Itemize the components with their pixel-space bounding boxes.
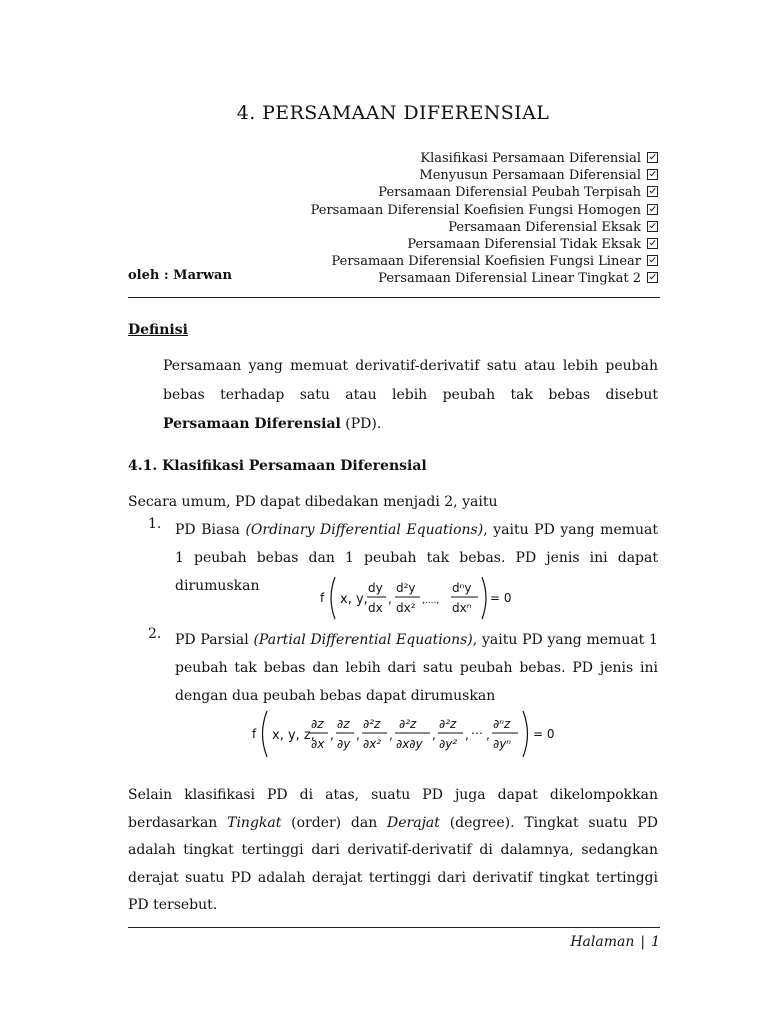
definition-heading: Definisi <box>128 322 188 338</box>
checkbox-icon <box>647 152 658 163</box>
svg-text:x, y,: x, y, <box>340 592 368 607</box>
toc-item: Persamaan Diferensial Peubah Terpisah <box>311 184 658 201</box>
svg-text:dⁿy: dⁿy <box>452 581 472 595</box>
checkbox-icon <box>647 238 658 249</box>
svg-text:∂ⁿz: ∂ⁿz <box>493 717 511 731</box>
checkbox-icon <box>647 204 658 215</box>
svg-text:∂z: ∂z <box>311 717 324 731</box>
term-tingkat: Tingkat <box>227 814 282 831</box>
checkbox-icon <box>647 221 658 232</box>
svg-text:,: , <box>432 728 436 742</box>
list-number: 2. <box>148 626 162 642</box>
definition-paragraph: Persamaan yang memuat derivatif-derivatif satu atau lebih peubah bebas terhadap satu atau lebih peubah tak bebas disebut Persamaan Diferensial (PD). <box>163 358 658 432</box>
toc-item: Persamaan Diferensial Tidak Eksak <box>311 236 658 253</box>
checkbox-icon <box>647 272 658 283</box>
svg-text:dxⁿ: dxⁿ <box>452 601 472 615</box>
svg-text:f: f <box>320 591 325 605</box>
svg-text:= 0: = 0 <box>533 727 555 741</box>
svg-text:∂y: ∂y <box>337 737 351 751</box>
svg-text:∂²z: ∂²z <box>439 717 457 731</box>
checkbox-icon <box>647 186 658 197</box>
svg-text:d²y: d²y <box>396 581 416 595</box>
svg-text:,: , <box>465 728 469 742</box>
svg-text:∂²z: ∂²z <box>363 717 381 731</box>
toc-item: Persamaan Diferensial Eksak <box>311 219 658 236</box>
svg-text:∂²z: ∂²z <box>399 717 417 731</box>
section-heading: 4.1. Klasifikasi Persamaan Diferensial <box>128 458 427 474</box>
page-number: 1 <box>651 934 660 950</box>
toc-item: Menyusun Persamaan Diferensial <box>311 167 658 184</box>
toc-item: Persamaan Diferensial Koefisien Fungsi Linear <box>311 253 658 270</box>
list-item-ordinary: PD Biasa (Ordinary Differential Equations), yaitu PD yang memuat 1 peubah bebas dan 1 peubah tak bebas. PD jenis ini dapat dirumuskan <box>175 522 658 594</box>
list-item-partial: PD Parsial (Partial Differential Equations), yaitu PD yang memuat 1 peubah tak bebas dan lebih dari satu peubah bebas. PD jenis ini dengan dua peubah bebas dapat dirumuskan <box>175 632 658 704</box>
table-of-contents <box>311 150 658 288</box>
footer-divider <box>128 927 660 928</box>
list-number: 1. <box>148 516 162 532</box>
svg-text:∂x: ∂x <box>311 737 325 751</box>
toc-item: Persamaan Diferensial Koefisien Fungsi Homogen <box>311 202 658 219</box>
ode-formula <box>318 572 528 624</box>
svg-text:,: , <box>330 728 334 742</box>
section-intro: Secara umum, PD dapat dibedakan menjadi 2, yaitu <box>128 494 498 510</box>
chapter-title: 4. PERSAMAAN DIFERENSIAL <box>236 102 550 124</box>
svg-text:⋯: ⋯ <box>471 726 483 740</box>
toc-item: Persamaan Diferensial Linear Tingkat 2 <box>311 270 658 287</box>
svg-text:,: , <box>356 728 360 742</box>
svg-text:,: , <box>388 592 392 606</box>
toc-item: Klasifikasi Persamaan Diferensial <box>311 150 658 167</box>
svg-text:,....,: ,...., <box>422 596 440 606</box>
svg-text:dy: dy <box>368 581 383 595</box>
svg-text:∂x∂y: ∂x∂y <box>396 737 423 751</box>
svg-text:x, y, z,: x, y, z, <box>272 728 315 743</box>
page-footer: Halaman | 1 <box>570 934 660 950</box>
author-line: oleh : Marwan <box>128 268 232 283</box>
pde-formula <box>250 706 570 762</box>
svg-text:f: f <box>252 727 257 741</box>
svg-text:∂yⁿ: ∂yⁿ <box>493 737 512 751</box>
header-divider <box>128 297 660 298</box>
svg-text:= 0: = 0 <box>490 591 512 605</box>
svg-text:∂x²: ∂x² <box>363 737 382 751</box>
svg-text:∂z: ∂z <box>337 717 350 731</box>
svg-text:,: , <box>486 728 490 742</box>
closing-paragraph: Selain klasifikasi PD di atas, suatu PD juga dapat dikelompokkan berdasarkan Tingkat (order) dan Derajat (degree). Tingkat suatu PD adalah tingkat tertinggi dari derivatif-derivatif di dalamnya, sedangkan derajat suatu PD adalah derajat tertinggi dari derivatif tingkat tertinggi PD tersebut. <box>128 787 658 913</box>
svg-text:∂y²: ∂y² <box>439 737 458 751</box>
svg-text:dx²: dx² <box>396 601 416 615</box>
definition-term: Persamaan Diferensial <box>163 416 341 432</box>
checkbox-icon <box>647 255 658 266</box>
checkbox-icon <box>647 169 658 180</box>
svg-text:dx: dx <box>368 601 383 615</box>
svg-text:,: , <box>389 728 393 742</box>
term-derajat: Derajat <box>387 814 440 831</box>
